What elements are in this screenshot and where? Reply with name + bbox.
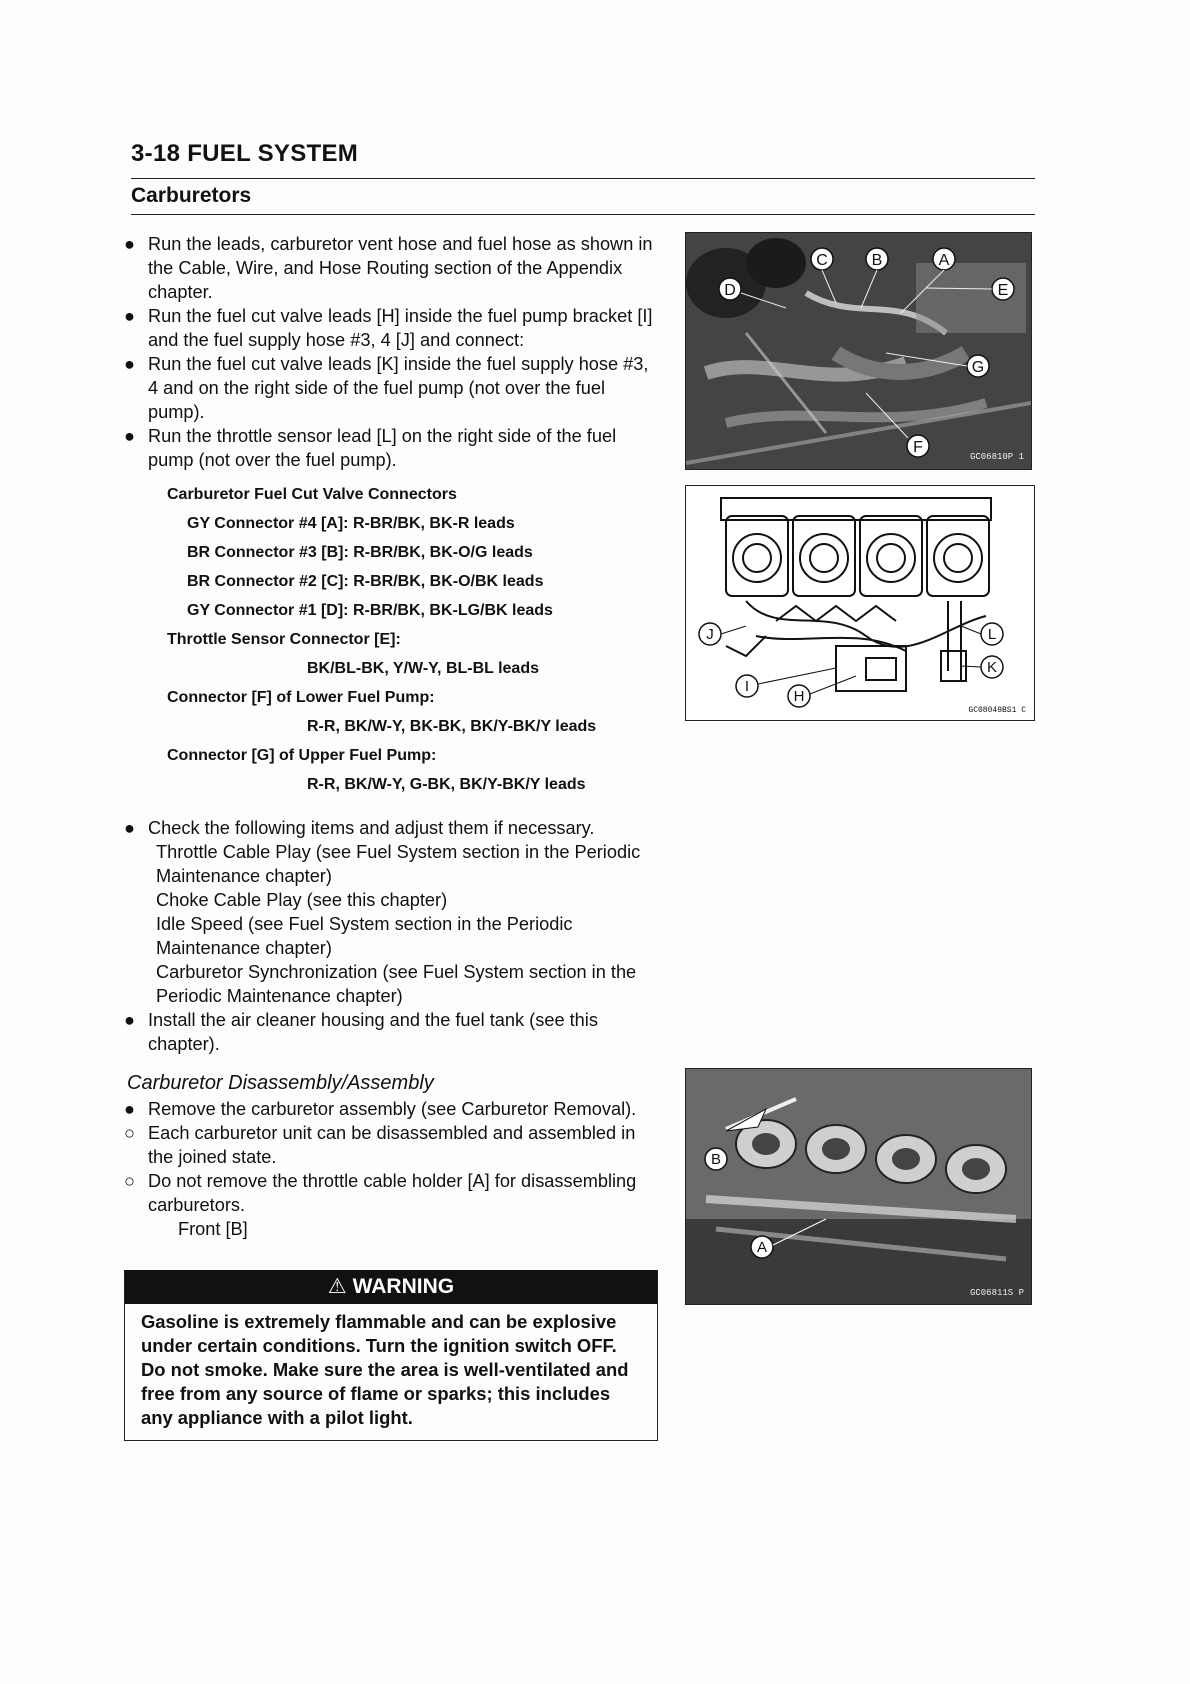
throttle-sensor-heading: Throttle Sensor Connector [E]: [167, 631, 401, 648]
spec-line: BR Connector #3 [B]: R-BR/BK, BK-O/G leads [187, 544, 533, 561]
hollow-bullet-icon: ○ [124, 1171, 135, 1191]
figure-callout-label: I [744, 678, 750, 695]
figure-callout-label: J [706, 626, 714, 643]
page-title: 3-18 FUEL SYSTEM [131, 140, 359, 167]
list-item: ● Run the leads, carburetor vent hose and fuel hose as shown in the Cable, Wire, and Hose Routing section of the Appendix chapter. [124, 234, 653, 302]
disassembly-heading: Carburetor Disassembly/Assembly [127, 1072, 434, 1094]
bullet-icon: ● [124, 354, 135, 374]
bullet-icon: ● [124, 234, 135, 254]
figure-callout-label: D [724, 282, 736, 299]
figure-carburetor-assembly-photo [685, 1068, 1032, 1305]
upper-pump-heading: Connector [G] of Upper Fuel Pump: [167, 747, 437, 764]
carburetor-line-drawing [686, 486, 1034, 720]
section-rule [131, 214, 1035, 215]
figure-code: GC06810P 1 [969, 452, 1024, 462]
list-item: ● Check the following items and adjust them if necessary. Throttle Cable Play (see Fuel System section in the Periodic Maintenance chapter) Choke Cable Play (see this chapter) Idle Speed (see Fuel System section in the Periodic Maintenance chapter) Carburetor Synchronization (see Fuel System section in the Periodic Maintenance chapter) [124, 816, 660, 1008]
figure-callout-label: H [793, 688, 805, 705]
figure-code: GC06811S P [969, 1288, 1024, 1298]
lower-pump-heading: Connector [F] of Lower Fuel Pump: [167, 689, 435, 706]
list-item: ● Run the throttle sensor lead [L] on the right side of the fuel pump (not over the fuel pump). [124, 426, 617, 470]
list-item: ○ Each carburetor unit can be disassembled and assembled in the joined state. [124, 1123, 636, 1167]
warning-header [125, 1270, 657, 1304]
spec-line: GY Connector #1 [D]: R-BR/BK, BK-LG/BK leads [187, 602, 553, 619]
figure-callout-label: B [710, 1151, 722, 1168]
engine-photo-illustration [686, 233, 1031, 469]
connector-spec [167, 480, 687, 799]
list-item: ○ Do not remove the throttle cable holder [A] for disassembling carburetors. Front [B] [124, 1169, 660, 1241]
list-item: ● Run the fuel cut valve leads [H] inside the fuel pump bracket [I] and the fuel supply hose #3, 4 [J] and connect: [124, 306, 653, 350]
section-title: Carburetors [131, 184, 252, 207]
figure-callout-label: B [871, 252, 883, 269]
list-item: ● Run the fuel cut valve leads [K] inside the fuel supply hose #3, 4 and on the right side of the fuel pump (not over the fuel pump). [124, 354, 649, 422]
spec-line: BK/BL-BK, Y/W-Y, BL-BL leads [307, 660, 539, 677]
intro-instructions [124, 232, 660, 472]
spec-line: BR Connector #2 [C]: R-BR/BK, BK-O/BK leads [187, 573, 544, 590]
list-item: ● Install the air cleaner housing and the fuel tank (see this chapter). [124, 1010, 598, 1054]
figure-carburetor-drawing [685, 485, 1035, 721]
header-rule [131, 178, 1035, 179]
figure-callout-label: E [997, 282, 1009, 299]
figure-code: GC08049BS1 C [968, 706, 1026, 715]
warning-icon: ⚠ [327, 1275, 347, 1298]
page-header [131, 140, 1035, 207]
spec-line: R-R, BK/W-Y, BK-BK, BK/Y-BK/Y leads [307, 718, 597, 735]
figure-callout-label: C [816, 252, 828, 269]
spec-line: R-R, BK/W-Y, G-BK, BK/Y-BK/Y leads [307, 776, 586, 793]
figure-callout-label: G [971, 359, 985, 376]
spec-line: GY Connector #4 [A]: R-BR/BK, BK-R leads [187, 515, 515, 532]
list-item: ● Remove the carburetor assembly (see Carburetor Removal). [124, 1099, 637, 1119]
hollow-bullet-icon: ○ [124, 1123, 135, 1143]
bullet-icon: ● [124, 306, 135, 326]
bullet-icon: ● [124, 818, 135, 838]
check-item: Carburetor Synchronization (see Fuel System section in the Periodic Maintenance chapter) [156, 962, 637, 1006]
check-item: Throttle Cable Play (see Fuel System section in the Periodic Maintenance chapter) [156, 842, 641, 886]
fuel-cut-heading: Carburetor Fuel Cut Valve Connectors [167, 486, 457, 503]
figure-callout-label: K [986, 659, 998, 676]
front-label: Front [B] [178, 1219, 248, 1239]
disassembly-section [124, 1071, 660, 1241]
figure-callout-label: F [913, 439, 923, 456]
warning-title: WARNING [352, 1275, 455, 1298]
warning-text: Gasoline is extremely flammable and can be explosive under certain conditions. Turn the ignition switch OFF. Do not smoke. Make sure the area is well-ventilated and free from any source of flame or sparks; this includes any appliance with a pilot light. [141, 1311, 629, 1428]
check-item: Choke Cable Play (see this chapter) [156, 890, 448, 910]
bullet-icon: ● [124, 1099, 135, 1119]
figure-fuel-connectors-photo [685, 232, 1032, 470]
figure-callout-label: A [756, 1239, 768, 1256]
figure-callout-label: A [938, 252, 950, 269]
check-instructions [124, 816, 660, 1056]
warning-box [124, 1270, 658, 1441]
bullet-icon: ● [124, 426, 135, 446]
carburetor-assembly-illustration [686, 1069, 1031, 1304]
figure-callout-label: L [987, 626, 997, 643]
check-item: Idle Speed (see Fuel System section in the Periodic Maintenance chapter) [156, 914, 573, 958]
bullet-icon: ● [124, 1010, 135, 1030]
